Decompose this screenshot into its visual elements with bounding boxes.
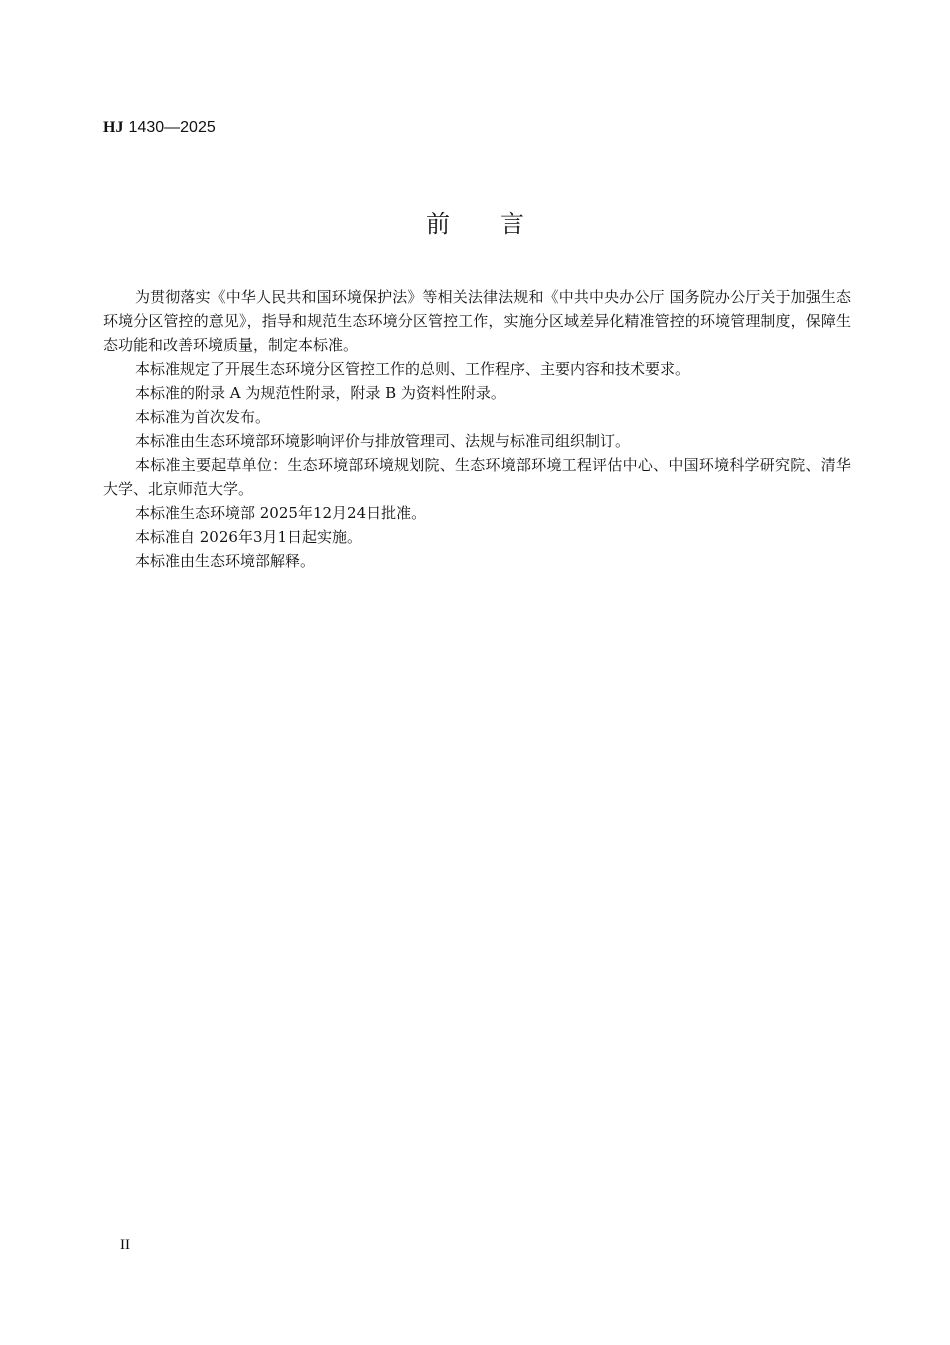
paragraph-approval: 本标准生态环境部 2025年12月24日批准。 — [135, 504, 427, 522]
page-title-char-2: 言 — [500, 210, 524, 238]
paragraph-appendix: 本标准的附录 A 为规范性附录，附录 B 为资料性附录。 — [135, 384, 506, 402]
page-title — [0, 208, 950, 240]
paragraph-effective-date: 本标准自 2026年3月1日起实施。 — [135, 528, 363, 546]
paragraph-scope: 本标准规定了开展生态环境分区管控工作的总则、工作程序、主要内容和技术要求。 — [135, 360, 691, 378]
paragraph-first-release: 本标准为首次发布。 — [135, 408, 271, 426]
standard-code-prefix: HJ — [103, 119, 124, 136]
foreword-body — [103, 285, 851, 573]
paragraph-drafters: 本标准主要起草单位：生态环境部环境规划院、生态环境部环境工程评估中心、中国环境科学研究院、清华大学、北京师范大学。 — [103, 456, 851, 498]
page-number: II — [120, 1237, 130, 1253]
page-title-char-1: 前 — [426, 210, 450, 238]
paragraph-purpose: 为贯彻落实《中华人民共和国环境保护法》等相关法律法规和《中共中央办公厅 国务院办公厅关于加强生态环境分区管控的意见》，指导和规范生态环境分区管控工作，实施分区域差异化精准管控的环境管理制度，保障生态功能和改善环境质量，制定本标准。 — [103, 288, 851, 354]
paragraph-organizer: 本标准由生态环境部环境影响评价与排放管理司、法规与标准司组织制订。 — [135, 432, 631, 450]
paragraph-interpretation: 本标准由生态环境部解释。 — [135, 552, 316, 570]
standard-code-number: 1430—2025 — [128, 119, 216, 136]
standard-code — [103, 117, 216, 138]
